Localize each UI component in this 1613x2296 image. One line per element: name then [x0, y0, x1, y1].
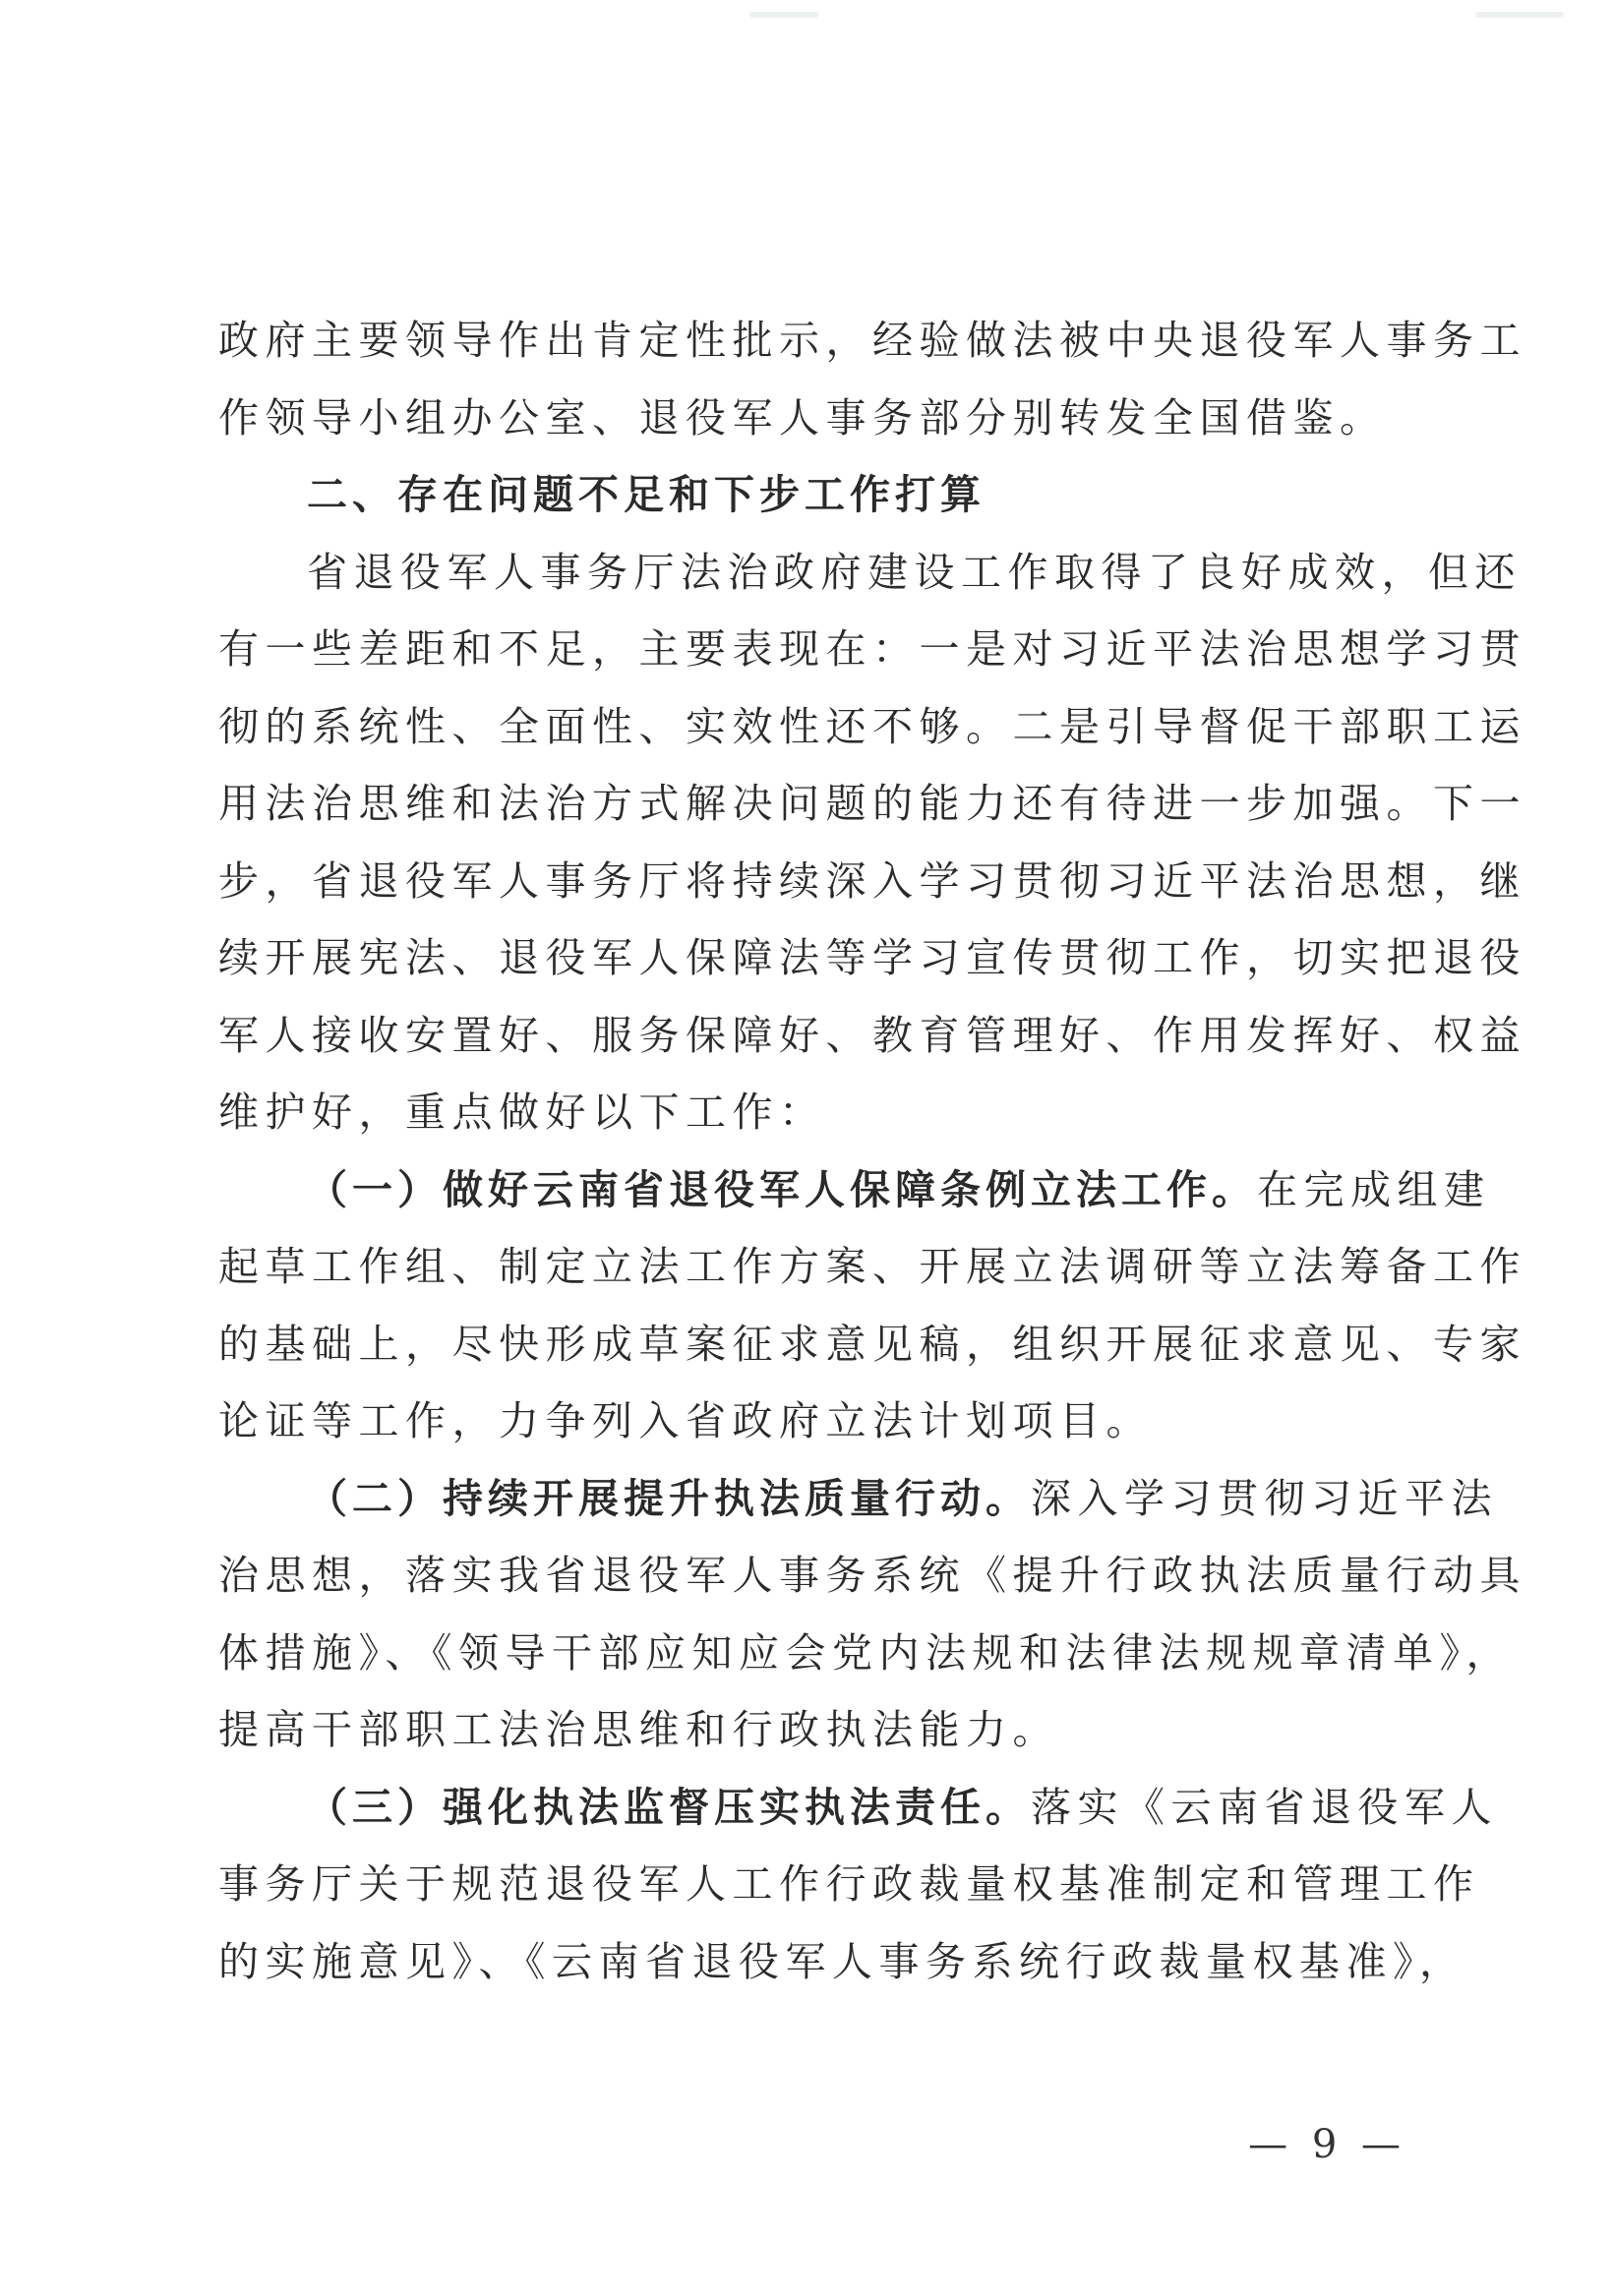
paragraph-line: 论证等工作，力争列入省政府立法计划项目。: [218, 1397, 1153, 1444]
item-heading-line: [218, 1151, 1491, 1229]
paragraph-line: 军人接收安置好、服务保障好、教育管理好、作用发挥好、权益: [218, 1011, 1526, 1059]
paragraph-line: 续开展宪法、退役军人保障法等学习宣传贯彻工作，切实把退役: [218, 934, 1526, 981]
paragraph-line: 维护好，重点做好以下工作：: [218, 1089, 826, 1136]
item-heading: （一）做好云南省退役军人保障条例立法工作。: [307, 1165, 1257, 1213]
item-heading-line: [218, 1769, 1498, 1847]
paragraph-line: 政府主要领导作出肯定性批示，经验做法被中央退役军人事务工: [218, 317, 1526, 364]
paragraph-line: 步，省退役军人事务厅将持续深入学习贯彻习近平法治思想，继: [218, 856, 1526, 905]
paragraph-line: 的实施意见》、《云南省退役军人事务系统行政裁量权基准》，: [218, 1937, 1466, 1985]
paragraph-line: 的基础上，尽快形成草案征求意见稿，组织开展征求意见、专家: [218, 1320, 1526, 1368]
paragraph-line: 省退役军人事务厅法治政府建设工作取得了良好成效，但还: [307, 548, 1522, 596]
document-body: [218, 302, 1526, 2000]
paragraph-line: 彻的系统性、全面性、实效性还不够。二是引导督促干部职工运: [218, 702, 1526, 750]
item-text: 落实《云南省退役军人: [1031, 1783, 1498, 1831]
paragraph-line: 体措施》、《领导干部应知应会党内法规和法律法规规章清单》，: [218, 1628, 1513, 1677]
item-heading: （二）持续开展提升执法质量行动。: [307, 1474, 1031, 1522]
item-heading-line: [218, 1460, 1498, 1538]
item-text: 深入学习贯彻习近平法: [1031, 1474, 1498, 1522]
scan-artifact: [749, 12, 818, 18]
paragraph-line: 起草工作组、制定立法工作方案、开展立法调研等立法筹备工作: [218, 1243, 1526, 1290]
paragraph-line: 作领导小组办公室、退役军人事务部分别转发全国借鉴。: [218, 393, 1387, 442]
item-text: 在完成组建: [1257, 1165, 1491, 1213]
paragraph-line: 用法治思维和法治方式解决问题的能力还有待进一步加强。下一: [218, 780, 1526, 827]
page-number: — 9 —: [1248, 2122, 1406, 2167]
section-heading: 二、存在问题不足和下步工作打算: [307, 471, 986, 518]
scan-artifact: [1475, 12, 1564, 18]
paragraph-line: 提高干部职工法治思维和行政执法能力。: [218, 1706, 1059, 1753]
paragraph-line: 有一些差距和不足，主要表现在：一是对习近平法治思想学习贯: [218, 625, 1526, 673]
item-heading: （三）强化执法监督压实执法责任。: [307, 1783, 1031, 1831]
paragraph-line: 事务厅关于规范退役军人工作行政裁量权基准制定和管理工作: [218, 1860, 1480, 1908]
paragraph-line: 治思想，落实我省退役军人事务系统《提升行政执法质量行动具: [218, 1552, 1526, 1599]
